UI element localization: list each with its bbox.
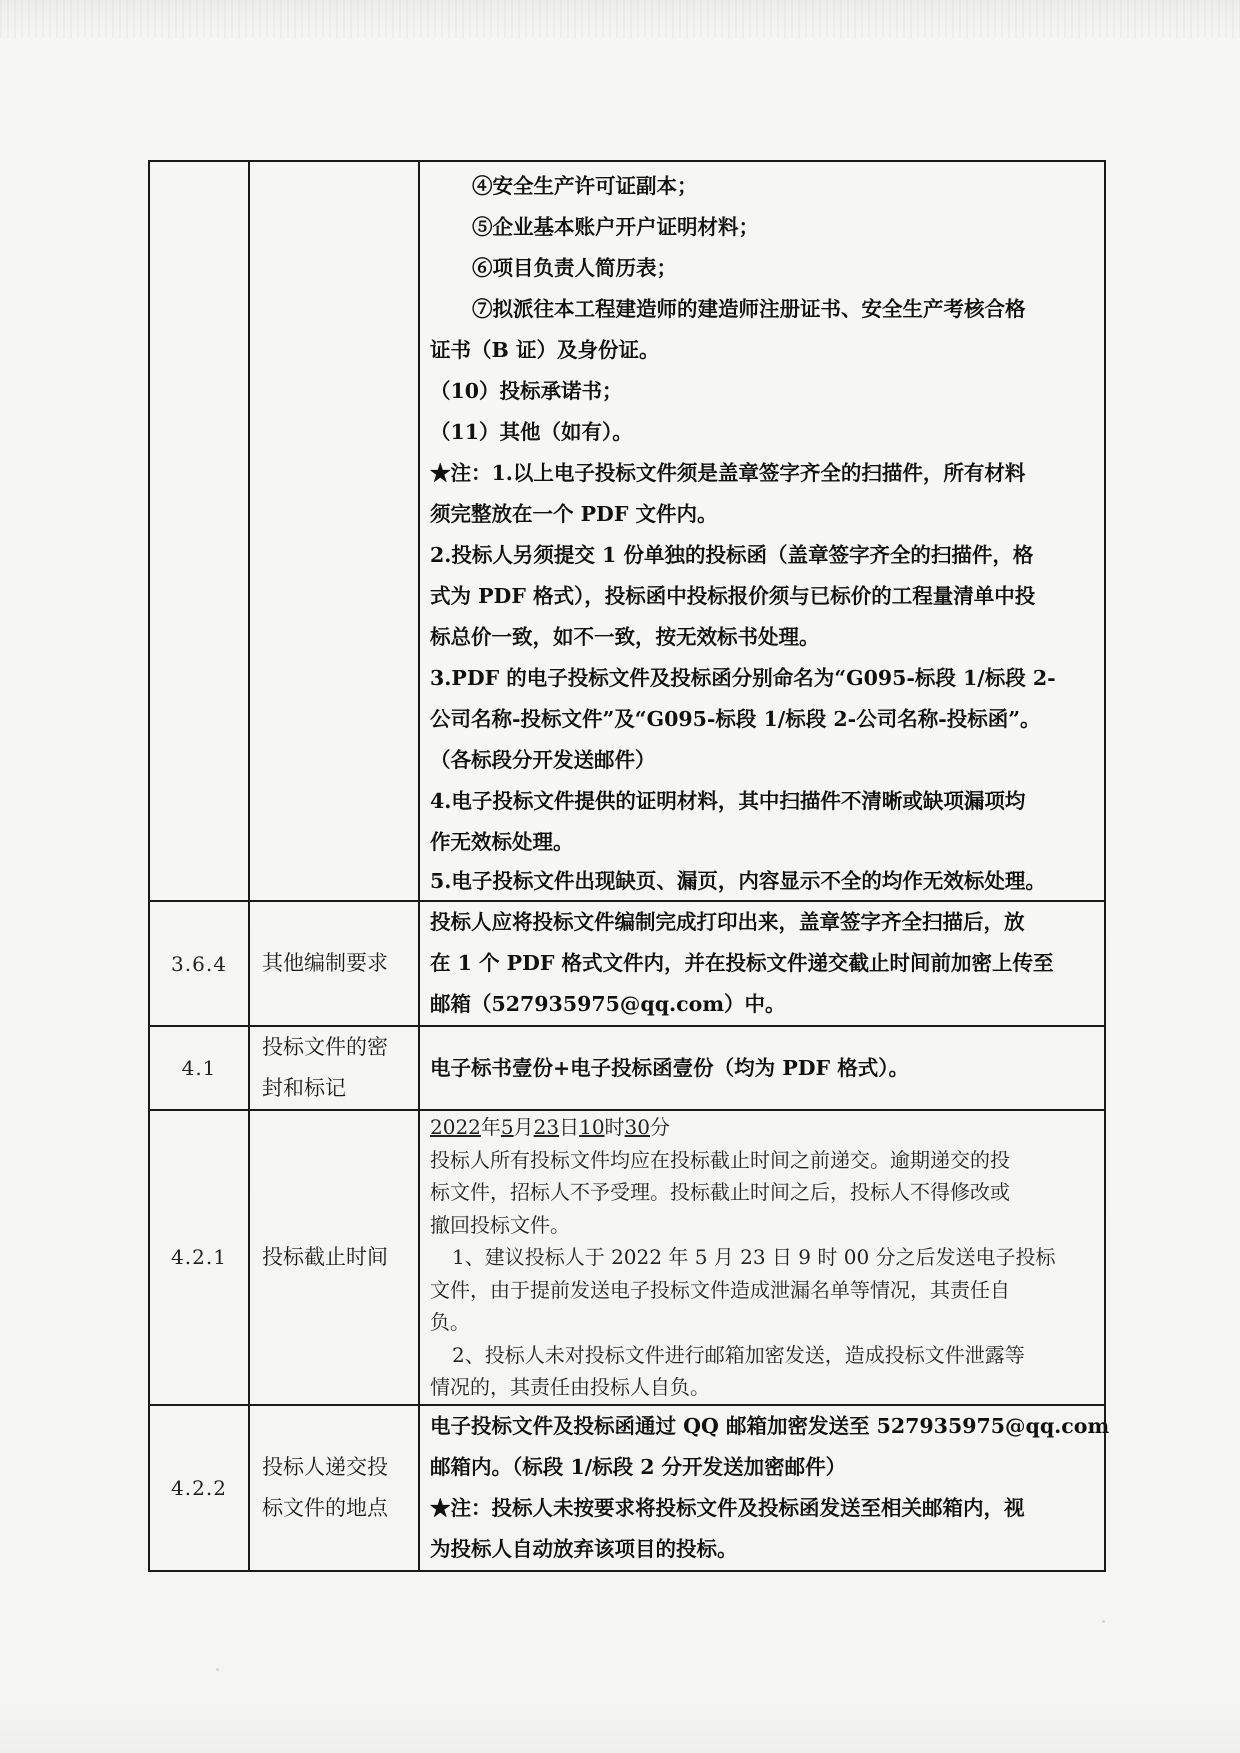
content-line: ⑤企业基本账户开户证明材料； [472,215,759,239]
content-line: 3.PDF 的电子投标文件及投标函分别命名为“G095-标段 1/标段 2- [430,666,1056,690]
content-line: 文件，由于提前发送电子投标文件造成泄漏名单等情况，其责任自 [430,1277,1010,1302]
content-line: 标文件，招标人不予受理。投标截止时间之后，投标人不得修改或 [430,1180,1010,1204]
deadline-minute: 30 [624,1115,650,1139]
clause-label-line: 投标人递交投 [262,1454,388,1479]
content-line: ⑥项目负责人简历表； [472,256,677,280]
clause-content-cell [419,1405,1110,1571]
content-line: 作无效标处理。 [430,830,574,854]
bid-requirements-table [148,160,1110,1572]
content-line: 情况的，其责任由投标人自负。 [430,1375,710,1399]
table-row-4-1 [149,1026,1105,1110]
table-row-3-6-4 [149,901,1105,1026]
clause-label-cell [249,161,419,901]
content-line: 电子标书壹份+电子投标函壹份（均为 PDF 格式）。 [430,1055,909,1080]
content-line: （各标段分开发送邮件） [430,748,656,772]
clause-label-line: 封和标记 [262,1076,346,1100]
content-line: 负。 [430,1310,470,1334]
table-row-4-2-2 [149,1405,1105,1571]
content-line: 5.电子投标文件出现缺页、漏页，内容显示不全的均作无效标处理。 [430,869,1046,893]
clause-label-line: 投标文件的密 [262,1035,388,1059]
clause-content-cell [419,161,1105,901]
scan-speck [1102,1620,1105,1623]
month-unit: 月 [513,1115,534,1139]
content-line: ④安全生产许可证副本； [472,174,698,198]
deadline-hour: 10 [579,1115,605,1139]
clause-number: 3.6.4 [149,901,249,1026]
clause-content-cell [419,1026,1105,1110]
content-line: 式为 PDF 格式），投标函中投标报价须与已标价的工程量清单中投 [430,584,1036,608]
clause-label-line: 标文件的地点 [262,1495,388,1520]
content-line: 证书（B 证）及身份证。 [430,338,660,362]
table-row-4-2-1 [149,1110,1105,1405]
deadline-date [430,1111,1094,1144]
clause-content-cell [419,901,1105,1026]
clause-label-cell [249,1026,419,1110]
table-row-continuation [149,161,1105,901]
clause-number: 4.1 [149,1026,249,1110]
content-line: 投标人所有投标文件均应在投标截止时间之前递交。逾期递交的投 [430,1147,1010,1172]
content-line: 标总价一致，如不一致，按无效标书处理。 [430,625,820,649]
deadline-month: 5 [500,1115,514,1139]
note-line: ★注：1.以上电子投标文件须是盖章签字齐全的扫描件，所有材料 [430,461,1026,485]
content-line: 投标人应将投标文件编制完成打印出来，盖章签字齐全扫描后，放 [430,910,1025,934]
clause-label-cell [249,1405,419,1571]
clause-label: 其他编制要求 [249,901,419,1026]
clause-number: 4.2.1 [149,1110,249,1405]
clause-number: 4.2.2 [149,1405,249,1571]
content-line: （10）投标承诺书； [430,379,623,403]
scan-artifact-strip [0,0,1240,38]
clause-content-cell [419,1110,1105,1405]
content-line: 公司名称-投标文件”及“G095-标段 1/标段 2-公司名称-投标函”。 [430,707,1041,731]
deadline-day: 23 [533,1115,560,1139]
content-line: 在 1 个 PDF 格式文件内，并在投标文件递交截止时间前加密上传至 [430,951,1054,975]
clause-label: 投标截止时间 [249,1110,419,1405]
deadline-year: 2022 [430,1115,481,1139]
clause-number-cell [149,161,249,901]
content-line: 2.投标人另须提交 1 份单独的投标函（盖章签字齐全的扫描件，格 [430,543,1034,567]
content-line: 邮箱内。（标段 1/标段 2 分开发送加密邮件） [430,1454,847,1479]
content-line: 邮箱（527935975@qq.com）中。 [430,992,786,1016]
year-unit: 年 [480,1115,501,1139]
content-line: 撤回投标文件。 [430,1212,570,1237]
content-line: 须完整放在一个 PDF 文件内。 [430,502,718,526]
content-line: 为投标人自动放弃该项目的投标。 [430,1536,738,1561]
content-line: 电子投标文件及投标函通过 QQ 邮箱加密发送至 527935975@qq.com [430,1413,1110,1438]
minute-unit: 分 [650,1115,670,1139]
content-line: ⑦拟派往本工程建造师的建造师注册证书、安全生产考核合格 [472,297,1026,321]
content-line: 4.电子投标文件提供的证明材料，其中扫描件不清晰或缺项漏项均 [430,789,1026,813]
note-line: ★注：投标人未按要求将投标文件及投标函发送至相关邮箱内，视 [430,1495,1025,1520]
day-unit: 日 [559,1115,580,1139]
hour-unit: 时 [604,1115,625,1139]
content-line: （11）其他（如有）。 [430,420,633,444]
scan-speck [216,1668,219,1671]
content-line: 1、建议投标人于 2022 年 5 月 23 日 9 时 00 分之后发送电子投标 [452,1245,1056,1269]
content-line: 2、投标人未对投标文件进行邮箱加密发送，造成投标文件泄露等 [452,1342,1025,1367]
